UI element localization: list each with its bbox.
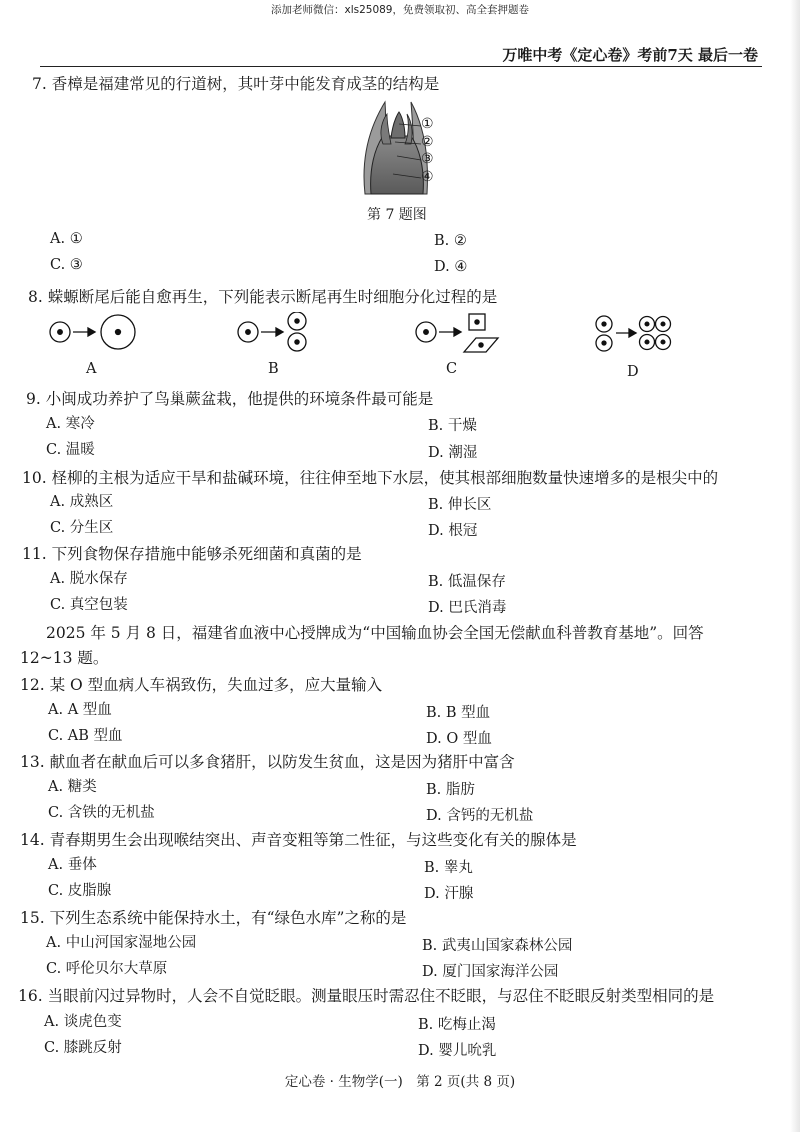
q10-option-d: D. 根冠 bbox=[428, 523, 478, 539]
q11-option-a: A. 脱水保存 bbox=[50, 571, 128, 587]
question-14-stem: 14. 青春期男生会出现喉结突出、声音变粗等第二性征，与这些变化有关的腺体是 bbox=[20, 831, 577, 849]
q14-option-b: B. 睾丸 bbox=[424, 860, 473, 876]
q15-option-d: D. 厦门国家海洋公园 bbox=[422, 964, 559, 980]
q7-option-d: D. ④ bbox=[434, 259, 468, 275]
q16-option-c: C. 膝跳反射 bbox=[44, 1040, 122, 1056]
q11-option-c: C. 真空包装 bbox=[50, 597, 128, 613]
q10-option-c: C. 分生区 bbox=[50, 520, 114, 536]
q9-option-b: B. 干燥 bbox=[428, 418, 477, 434]
q16-option-b: B. 吃梅止渴 bbox=[418, 1017, 496, 1033]
q10-option-b: B. 伸长区 bbox=[428, 497, 492, 513]
bud-body bbox=[371, 136, 424, 194]
q14-option-d: D. 汗腺 bbox=[424, 886, 474, 902]
q11-option-b: B. 低温保存 bbox=[428, 574, 506, 590]
q7-option-a: A. ① bbox=[50, 231, 83, 247]
q15-option-a: A. 中山河国家湿地公园 bbox=[46, 935, 197, 951]
q12-option-a: A. A 型血 bbox=[48, 702, 112, 718]
diagram-label-c: C bbox=[446, 361, 458, 377]
header-divider bbox=[40, 66, 762, 67]
question-9-stem: 9. 小闽成功养护了鸟巢蕨盆栽，他提供的环境条件最可能是 bbox=[26, 390, 434, 408]
q13-option-b: B. 脂肪 bbox=[426, 782, 475, 798]
q9-option-c: C. 温暖 bbox=[46, 442, 95, 458]
diagram-label-b: B bbox=[268, 361, 279, 377]
page-header: 万唯中考《定心卷》考前7天 最后一卷 bbox=[502, 46, 758, 64]
q7-option-b: B. ② bbox=[434, 233, 467, 249]
figure-label-4: ④ bbox=[421, 169, 434, 185]
q9-option-d: D. 潮湿 bbox=[428, 445, 478, 461]
growing-point bbox=[391, 112, 405, 138]
question-7-stem: 7. 香樟是福建常见的行道树，其叶芽中能发育成茎的结构是 bbox=[32, 75, 440, 93]
question-12-stem: 12. 某 O 型血病人车祸致伤，失血过多，应大量输入 bbox=[20, 676, 383, 694]
figure-label-3: ③ bbox=[421, 151, 434, 167]
q7-option-c: C. ③ bbox=[50, 257, 83, 273]
question-16-stem: 16. 当眼前闪过异物时，人会不自觉眨眼。测量眼压时需忍住不眨眼，与忍住不眨眼反射类型相同的是 bbox=[18, 987, 715, 1005]
figure-caption: 第 7 题图 bbox=[367, 207, 427, 223]
passage-line-2: 12~13 题。 bbox=[20, 649, 109, 667]
scan-edge-shadow bbox=[790, 0, 800, 1132]
cell-process-diagrams bbox=[40, 312, 680, 362]
q12-option-c: C. AB 型血 bbox=[48, 728, 123, 744]
q15-option-c: C. 呼伦贝尔大草原 bbox=[46, 961, 168, 977]
q14-option-a: A. 垂体 bbox=[48, 857, 97, 873]
q13-option-c: C. 含铁的无机盐 bbox=[48, 805, 155, 821]
question-11-stem: 11. 下列食物保存措施中能够杀死细菌和真菌的是 bbox=[22, 545, 362, 563]
q15-option-b: B. 武夷山国家森林公园 bbox=[422, 938, 573, 954]
q14-option-c: C. 皮脂腺 bbox=[48, 883, 112, 899]
question-15-stem: 15. 下列生态系统中能保持水土，有“绿色水库”之称的是 bbox=[20, 909, 407, 927]
page-footer: 定心卷 · 生物学(一) 第 2 页(共 8 页) bbox=[284, 1074, 516, 1090]
diagram-label-d: D bbox=[627, 364, 639, 380]
q13-option-d: D. 含钙的无机盐 bbox=[426, 808, 534, 824]
q11-option-d: D. 巴氏消毒 bbox=[428, 600, 507, 616]
question-13-stem: 13. 献血者在献血后可以多食猪肝，以防发生贫血，这是因为猪肝中富含 bbox=[20, 753, 515, 771]
question-8-stem: 8. 蝾螈断尾后能自愈再生，下列能表示断尾再生时细胞分化过程的是 bbox=[28, 288, 498, 306]
q9-option-a: A. 寒冷 bbox=[46, 416, 95, 432]
q10-option-a: A. 成熟区 bbox=[50, 494, 114, 510]
figure-label-1: ① bbox=[421, 116, 434, 132]
q12-option-d: D. O 型血 bbox=[426, 731, 492, 747]
passage-line-1: 2025 年 5 月 8 日，福建省血液中心授牌成为“中国输血协会全国无偿献血科普教育基地”。回答 bbox=[46, 624, 704, 642]
top-promo-note: 添加老师微信：xls25089，免费领取初、高全套押题卷 bbox=[270, 4, 529, 16]
q13-option-a: A. 糖类 bbox=[48, 779, 97, 795]
question-10-stem: 10. 柽柳的主根为适应干旱和盐碱环境，往往伸至地下水层，使其根部细胞数量快速增多的是根尖中的 bbox=[22, 469, 719, 487]
q16-option-d: D. 婴儿吮乳 bbox=[418, 1043, 497, 1059]
figure-label-2: ② bbox=[421, 134, 434, 150]
q12-option-b: B. B 型血 bbox=[426, 705, 491, 721]
diagram-label-a: A bbox=[86, 361, 97, 377]
q16-option-a: A. 谈虎色变 bbox=[44, 1014, 122, 1030]
